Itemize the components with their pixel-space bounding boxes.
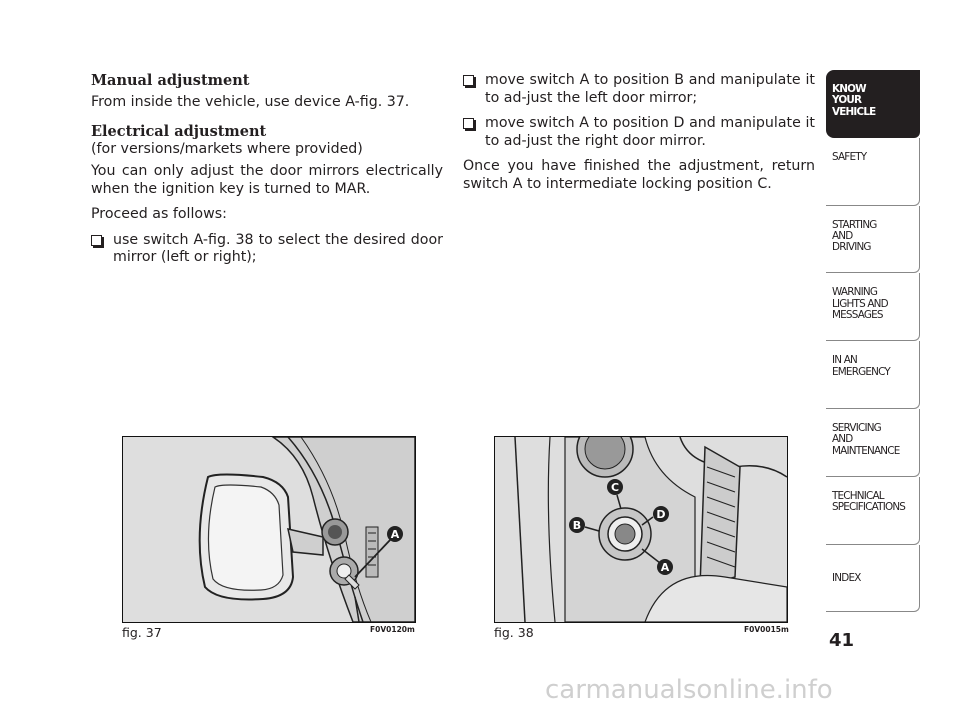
right-text-column (463, 72, 815, 201)
bullet-item (91, 232, 443, 267)
sidebar-tab-safety[interactable] (826, 138, 920, 206)
sidebar-tab-know-your-vehicle[interactable] (826, 70, 920, 138)
manual-adjustment-text: From inside the vehicle, use device A-fig. 37. (91, 93, 410, 110)
bullet-text: use switch A-fig. 38 to select the desired door mirror (left or right); (113, 231, 443, 265)
page-number: 41 (829, 630, 855, 651)
electrical-adjustment-note: (for versions/markets where provided) (91, 140, 363, 157)
sidebar-tab-warning-lights[interactable] (826, 273, 920, 341)
door-mirror-manual-drawing (123, 437, 415, 622)
electrical-adjustment-text: You can only adjust the door mirrors electrically when the ignition key is turned to MAR. (91, 163, 443, 197)
checkbox-bullet-icon (91, 235, 102, 246)
sidebar-tab-emergency[interactable] (826, 341, 920, 409)
checkbox-bullet-icon (463, 75, 474, 86)
label-d: D (656, 508, 666, 521)
sidebar-tab-label: STARTING AND DRIVING (832, 218, 877, 254)
sidebar-tab-technical-specifications[interactable] (826, 477, 920, 545)
bullet-text: move switch A to position B and manipulate it to ad-just the left door mirror; (485, 72, 815, 106)
figure-38-caption: fig. 38 (494, 625, 534, 640)
bullet-item (463, 72, 815, 107)
sidebar-tab-label: INDEX (832, 571, 861, 584)
label-c: C (610, 481, 620, 494)
electrical-adjustment-heading: Electrical adjustment (91, 123, 267, 140)
left-text-column (91, 72, 443, 275)
sidebar-tab-index[interactable] (826, 545, 920, 613)
label-a: A (660, 561, 670, 574)
figure-37-mirror-illustration (122, 436, 416, 623)
watermark: carmanualsonline.info (545, 675, 833, 705)
chapter-sidebar (826, 70, 920, 612)
bullet-item (463, 115, 815, 150)
sidebar-tab-label: SAFETY (832, 150, 867, 163)
mirror-switch-drawing (495, 437, 787, 622)
sidebar-tab-servicing[interactable] (826, 409, 920, 477)
proceed-text: Proceed as follows: (91, 206, 227, 222)
figure-37-code: F0V0120m (370, 625, 415, 634)
label-a: A (390, 528, 400, 541)
sidebar-tab-starting-and-driving[interactable] (826, 206, 920, 274)
figure-38-code: F0V0015m (744, 625, 789, 634)
manual-adjustment-heading: Manual adjustment (91, 72, 250, 89)
label-b: B (572, 519, 582, 532)
sidebar-tab-label: WARNING LIGHTS AND MESSAGES (832, 286, 888, 322)
bullet-text: move switch A to position D and manipulate it to ad-just the right door mirror. (485, 115, 815, 149)
figure-37-caption: fig. 37 (122, 625, 162, 640)
figure-38-mirror-switch-illustration (494, 436, 788, 623)
sidebar-tab-label: IN AN EMERGENCY (832, 354, 890, 378)
sidebar-tab-label: TECHNICAL SPECIFICATIONS (832, 489, 906, 514)
closing-text: Once you have finished the adjustment, return switch A to intermediate locking position C. (463, 158, 815, 192)
sidebar-tab-label: KNOW YOUR VEHICLE (832, 83, 876, 118)
sidebar-tab-label: SERVICING AND MAINTENANCE (832, 421, 900, 457)
checkbox-bullet-icon (463, 118, 474, 129)
